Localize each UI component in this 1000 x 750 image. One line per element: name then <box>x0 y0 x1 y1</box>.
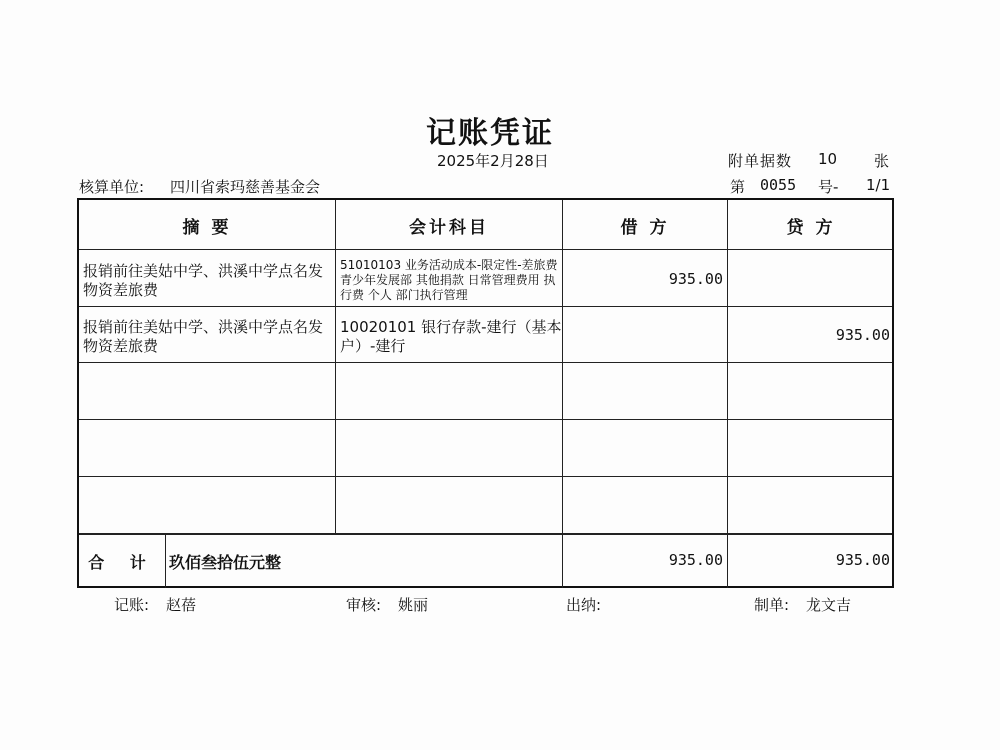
bookkeeper-name: 赵蓓 <box>166 596 197 614</box>
voucher-date: 2025年2月28日 <box>437 152 549 170</box>
row-summary: 报销前往美姑中学、洪溪中学点名发物资差旅费 <box>83 262 324 299</box>
column-divider <box>165 533 166 588</box>
total-in-words: 玖佰叁拾伍元整 <box>169 552 282 572</box>
total-label: 合 计 <box>88 552 156 572</box>
attachments-unit: 张 <box>874 152 890 170</box>
row-divider <box>79 476 892 477</box>
header-credit: 贷 方 <box>786 217 836 238</box>
column-divider <box>562 200 563 588</box>
header-debit: 借 方 <box>620 217 670 238</box>
preparer-label: 制单: <box>754 596 790 614</box>
voucher-table <box>77 198 894 588</box>
attachments-count: 10 <box>818 150 838 168</box>
row-divider <box>79 419 892 420</box>
attachments-label: 附单据数 <box>728 152 793 170</box>
row-account: 51010103 业务活动成本-限定性-差旅费 青少年发展部 其他捐款 日常管理费用 执行费 个人 部门执行管理 <box>340 258 558 302</box>
row-credit: 935.00 <box>835 326 890 344</box>
row-account: 10020101 银行存款-建行（基本户）-建行 <box>340 318 562 355</box>
total-debit: 935.00 <box>668 551 723 569</box>
row-debit: 935.00 <box>668 270 723 288</box>
total-credit: 935.00 <box>835 551 890 569</box>
voucher-number-prefix: 第 <box>730 178 746 196</box>
preparer-name: 龙文吉 <box>806 596 852 614</box>
header-summary: 摘 要 <box>182 217 232 238</box>
voucher-title: 记账凭证 <box>426 116 554 151</box>
cashier-label: 出纳: <box>566 596 602 614</box>
voucher-number: 0055 <box>760 176 797 194</box>
reviewer-name: 姚丽 <box>398 596 429 614</box>
bookkeeper-label: 记账: <box>114 596 150 614</box>
reviewer-label: 审核: <box>346 596 382 614</box>
row-divider <box>79 362 892 363</box>
row-summary: 报销前往美姑中学、洪溪中学点名发物资差旅费 <box>83 318 324 355</box>
unit-label: 核算单位: <box>79 178 145 196</box>
column-divider <box>727 200 728 588</box>
row-divider <box>79 306 892 307</box>
voucher-number-suffix: 号- <box>818 178 839 196</box>
unit-name: 四川省索玛慈善基金会 <box>170 178 321 196</box>
header-account: 会计科目 <box>409 217 489 238</box>
voucher-page-number: 1/1 <box>866 176 891 194</box>
